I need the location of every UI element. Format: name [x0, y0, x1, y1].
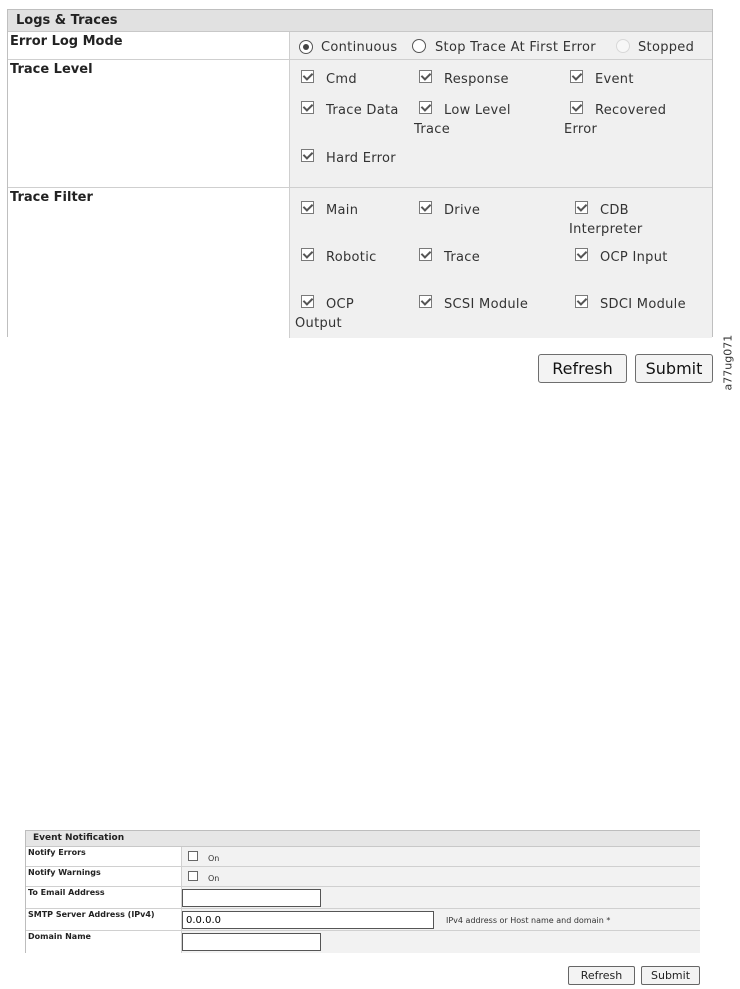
checkbox-label-drive: Drive — [444, 203, 481, 218]
notify-warnings-checkbox[interactable] — [188, 871, 198, 881]
radio-stop-trace[interactable] — [412, 39, 426, 53]
checkbox-label-low-level: Low Level — [444, 103, 511, 118]
checkbox-hard-error[interactable] — [301, 149, 314, 162]
domain-label: Domain Name — [28, 932, 91, 941]
checkbox-label-trace-data: Trace Data — [326, 103, 399, 118]
checkbox-sdci-module[interactable] — [575, 295, 588, 308]
checkbox-recovered-error[interactable] — [570, 101, 583, 114]
checkbox-label-scsi-module: SCSI Module — [444, 297, 529, 312]
notify-warnings-on-label: On — [208, 874, 220, 883]
checkbox-label-sdci-module: SDCI Module — [600, 297, 686, 312]
checkbox-response[interactable] — [419, 70, 432, 83]
domain-input[interactable] — [182, 933, 321, 951]
radio-label-stop-trace: Stop Trace At First Error — [435, 40, 596, 55]
checkbox-label-main: Main — [326, 203, 359, 218]
notify-errors-label: Notify Errors — [28, 848, 86, 857]
checkbox-label-event: Event — [595, 72, 634, 87]
notify-errors-on-label: On — [208, 854, 220, 863]
refresh-button[interactable]: Refresh — [538, 354, 627, 383]
checkbox-trace-data[interactable] — [301, 101, 314, 114]
checkbox-cmd[interactable] — [301, 70, 314, 83]
checkbox-scsi-module[interactable] — [419, 295, 432, 308]
checkbox-label-trace: Trace — [444, 250, 480, 265]
checkbox-label-cdb-line2: Interpreter — [569, 222, 643, 237]
figure-code — [718, 334, 740, 394]
logs-traces-panel — [7, 9, 713, 337]
notify-warnings-label: Notify Warnings — [28, 868, 101, 877]
checkbox-drive[interactable] — [419, 201, 432, 214]
checkbox-event[interactable] — [570, 70, 583, 83]
to-email-input[interactable] — [182, 889, 321, 907]
trace-filter-label: Trace Filter — [10, 190, 93, 205]
to-email-label: To Email Address — [28, 888, 105, 897]
checkbox-label-ocp-output-line2: Output — [295, 316, 342, 331]
radio-label-stopped: Stopped — [638, 40, 695, 55]
radio-continuous[interactable] — [299, 40, 313, 54]
radio-stopped[interactable] — [616, 39, 630, 53]
checkbox-label-cmd: Cmd — [326, 72, 357, 87]
checkbox-label-ocp-output: OCP — [326, 297, 355, 312]
notify-warnings-row — [26, 867, 700, 887]
smtp-input[interactable] — [182, 911, 434, 929]
panel-header — [26, 831, 700, 847]
checkbox-cdb-interpreter[interactable] — [575, 201, 588, 214]
smtp-hint: IPv4 address or Host name and domain * — [446, 916, 611, 925]
trace-level-label: Trace Level — [10, 62, 93, 77]
trace-level-row — [8, 60, 712, 188]
to-email-row — [26, 887, 700, 909]
figure-code-text: a77ug071 — [721, 334, 735, 391]
checkbox-label-recovered: Recovered — [595, 103, 667, 118]
panel-header — [8, 10, 712, 32]
checkbox-low-level-trace[interactable] — [419, 101, 432, 114]
event-notification-panel — [25, 830, 700, 953]
domain-row — [26, 931, 700, 953]
smtp-row — [26, 909, 700, 931]
submit-button[interactable]: Submit — [635, 354, 713, 383]
checkbox-label-recovered-line2: Error — [564, 122, 598, 137]
smtp-label: SMTP Server Address (IPv4) — [28, 910, 155, 919]
notify-errors-checkbox[interactable] — [188, 851, 198, 861]
checkbox-trace[interactable] — [419, 248, 432, 261]
error-log-mode-label: Error Log Mode — [10, 34, 123, 49]
error-log-mode-row — [8, 32, 712, 60]
panel-title: Event Notification — [33, 833, 125, 843]
radio-label-continuous: Continuous — [321, 40, 398, 55]
submit-button[interactable]: Submit — [641, 966, 700, 985]
checkbox-label-cdb: CDB — [600, 203, 629, 218]
trace-filter-row — [8, 188, 712, 338]
checkbox-label-response: Response — [444, 72, 509, 87]
checkbox-label-robotic: Robotic — [326, 250, 377, 265]
checkbox-label-ocp-input: OCP Input — [600, 250, 668, 265]
notify-errors-row — [26, 847, 700, 867]
checkbox-main[interactable] — [301, 201, 314, 214]
panel-title: Logs & Traces — [16, 13, 118, 28]
checkbox-label-hard-error: Hard Error — [326, 151, 396, 166]
checkbox-label-low-level-line2: Trace — [414, 122, 450, 137]
checkbox-ocp-output[interactable] — [301, 295, 314, 308]
checkbox-ocp-input[interactable] — [575, 248, 588, 261]
checkbox-robotic[interactable] — [301, 248, 314, 261]
refresh-button[interactable]: Refresh — [568, 966, 635, 985]
